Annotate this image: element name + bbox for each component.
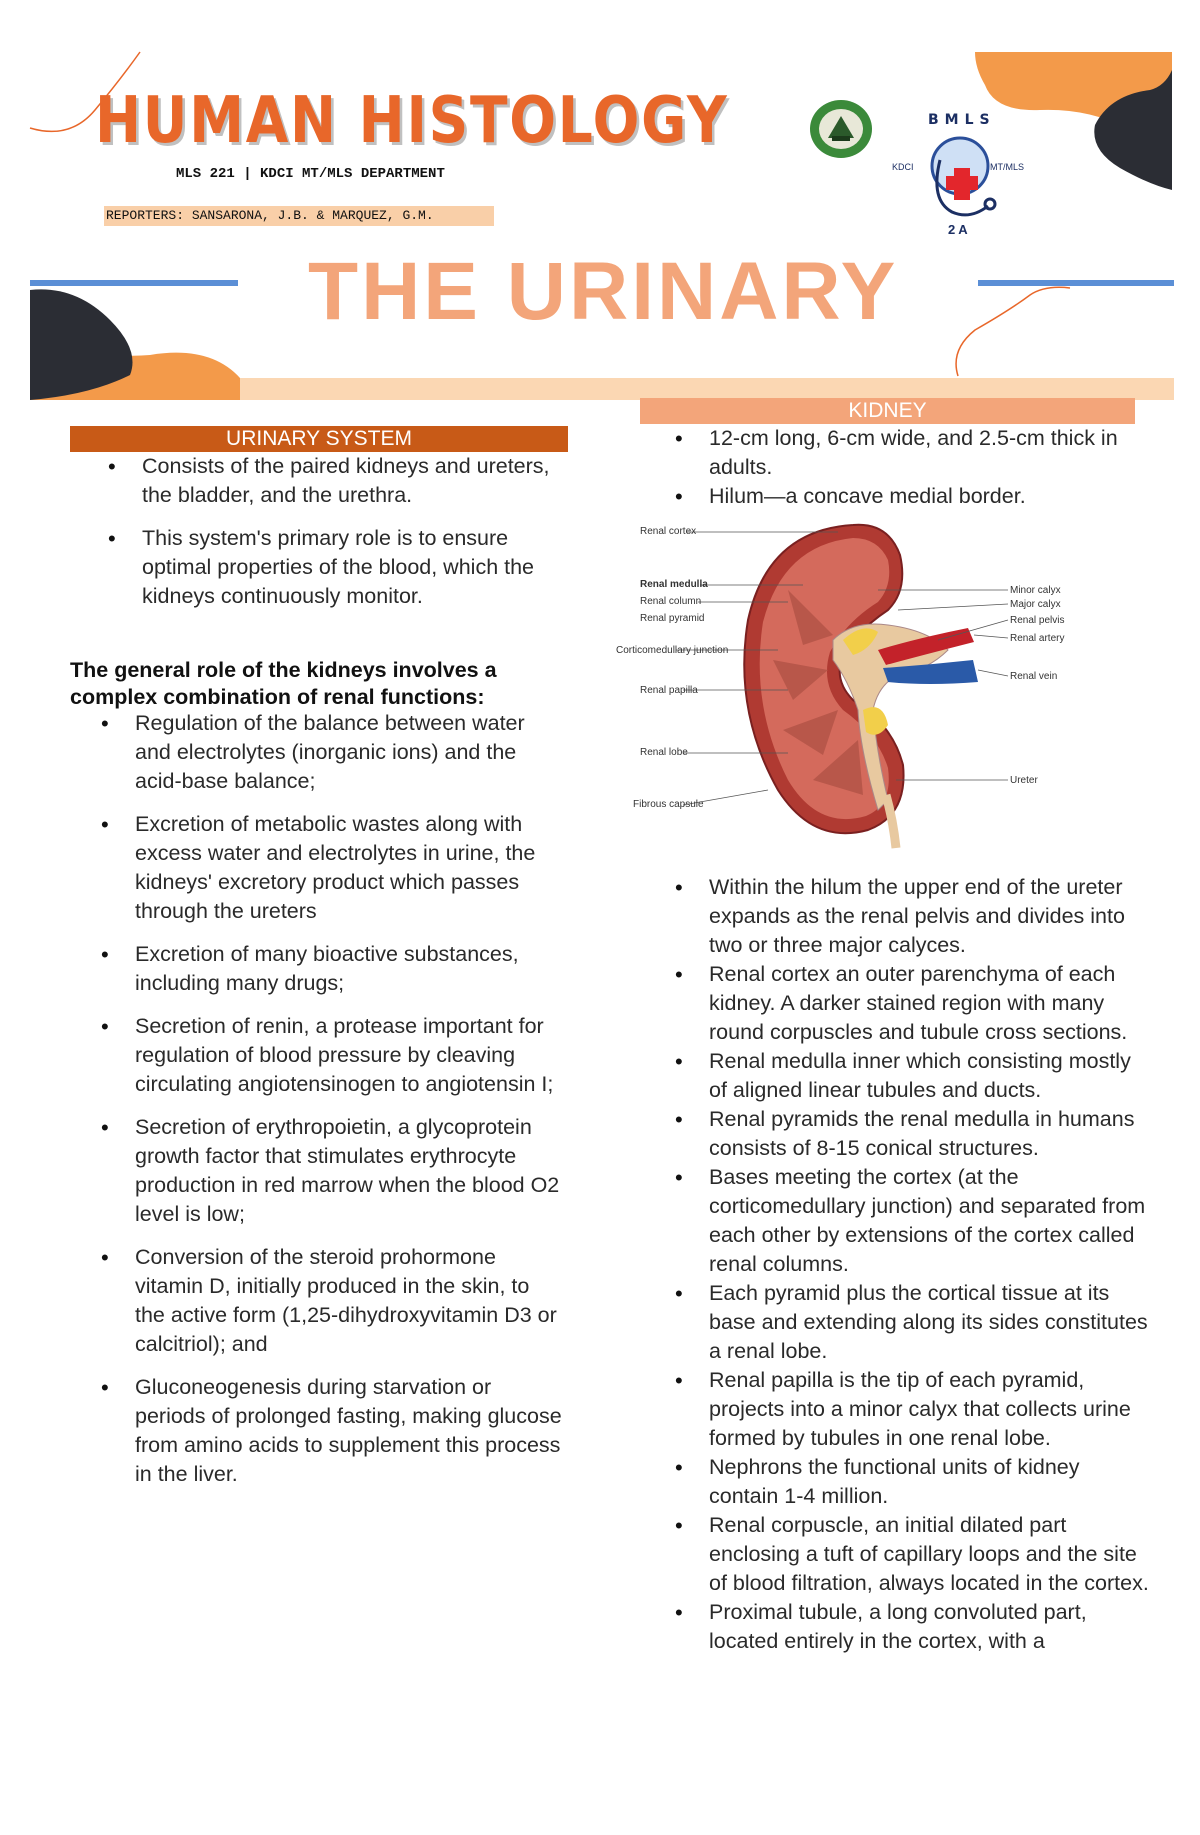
right-blue-line <box>978 280 1174 286</box>
list-item: • Nephrons the functional units of kidney contain 1-4 million. <box>709 1453 1149 1511</box>
label-renal-lobe: Renal lobe <box>640 747 688 758</box>
list-item: • 12-cm long, 6-cm wide, and 2.5-cm thick in adults. <box>709 424 1149 482</box>
list-item: • Renal pyramids the renal medulla in humans consists of 8-15 conical structures. <box>709 1105 1149 1163</box>
school-seal-logo <box>808 98 874 160</box>
kidney-diagram <box>616 510 1138 850</box>
list-item: • Renal papilla is the tip of each pyramid, projects into a minor calyx that collects urine formed by tubules in one renal lobe. <box>709 1366 1149 1453</box>
label-renal-vein: Renal vein <box>1010 671 1058 682</box>
label-fibrous-capsule: Fibrous capsule <box>633 799 704 810</box>
list-item: • Gluconeogenesis during starvation or periods of prolonged fasting, making glucose from amino acids to supplement this process in the liver. <box>135 1373 565 1489</box>
list-item: • Hilum—a concave medial border. <box>709 482 1149 511</box>
badge-right-text: MT/MLS <box>990 162 1025 172</box>
label-major-calyx: Major calyx <box>1010 599 1061 610</box>
list-item: • Renal cortex an outer parenchyma of each kidney. A darker stained region with many round corpuscles and tubule cross sections. <box>709 960 1149 1047</box>
urinary-system-list <box>142 452 562 625</box>
main-topic-title: THE URINARY <box>308 246 899 337</box>
list-item: • Within the hilum the upper end of the ureter expands as the renal pelvis and divides into two or three major calyces. <box>709 873 1149 960</box>
list-item: • Secretion of erythropoietin, a glycoprotein growth factor that stimulates erythrocyte production in red marrow when the blood O2 level is low; <box>135 1113 565 1229</box>
list-item: • Bases meeting the cortex (at the corticomedullary junction) and separated from each other by extensions of the cortex called renal columns. <box>709 1163 1149 1279</box>
badge-bottom-text: 2A <box>948 222 971 237</box>
label-minor-calyx: Minor calyx <box>1010 585 1061 596</box>
kidney-heading: KIDNEY <box>640 398 1135 424</box>
urinary-system-heading: URINARY SYSTEM <box>70 426 568 452</box>
bmls-badge <box>890 110 1025 240</box>
list-item: • Consists of the paired kidneys and ureters, the bladder, and the urethra. <box>142 452 562 510</box>
label-renal-medulla: Renal medulla <box>640 579 708 590</box>
list-item: • Conversion of the steroid prohormone vitamin D, initially produced in the skin, to the active form (1,25-dihydroxyvitamin D3 or calcitriol); and <box>135 1243 565 1359</box>
list-item: • Renal corpuscle, an initial dilated part enclosing a tuft of capillary loops and the site of blood filtration, always located in the cortex. <box>709 1511 1149 1598</box>
cream-band <box>218 378 1174 400</box>
list-item: • Excretion of metabolic wastes along with excess water and electrolytes in urine, the kidneys' excretory product which passes through the ureters <box>135 810 565 926</box>
label-renal-artery: Renal artery <box>1010 633 1065 644</box>
reporters-label: REPORTERS: SANSARONA, J.B. & MARQUEZ, G.M. <box>104 206 494 226</box>
right-swoosh <box>956 287 1070 376</box>
kidney-list-bottom <box>709 873 1149 1656</box>
label-renal-column: Renal column <box>640 596 702 607</box>
bmls-badge-graphic <box>890 110 1010 240</box>
badge-top-text: BMLS <box>928 112 996 128</box>
label-renal-cortex: Renal cortex <box>640 526 697 537</box>
list-item: • Each pyramid plus the cortical tissue at its base and extending along its sides constitutes a renal lobe. <box>709 1279 1149 1366</box>
left-blue-line <box>30 280 238 286</box>
renal-functions-heading: The general role of the kidneys involves a complex combination of renal functions: <box>70 658 497 709</box>
page-title: HUMAN HISTOLOGY <box>95 84 729 158</box>
list-item: • Proximal tubule, a long convoluted part, located entirely in the cortex, with a <box>709 1598 1149 1656</box>
list-item: • Secretion of renin, a protease important for regulation of blood pressure by cleaving circulating angiotensinogen to angiotensin I; <box>135 1012 565 1099</box>
course-subtitle: MLS 221 | KDCI MT/MLS DEPARTMENT <box>176 166 445 182</box>
list-item: • Excretion of many bioactive substances, including many drugs; <box>135 940 565 998</box>
label-corticomedullary-junction: Corticomedullary junction <box>616 645 729 656</box>
renal-functions-list <box>135 709 565 1503</box>
label-renal-pelvis: Renal pelvis <box>1010 615 1065 626</box>
list-item: • Regulation of the balance between water and electrolytes (inorganic ions) and the acid-base balance; <box>135 709 565 796</box>
list-item: • Renal medulla inner which consisting mostly of aligned linear tubules and ducts. <box>709 1047 1149 1105</box>
kidney-list-top <box>709 424 1149 511</box>
label-ureter: Ureter <box>1010 775 1038 786</box>
label-renal-papilla: Renal papilla <box>640 685 698 696</box>
badge-left-text: KDCI <box>892 162 914 172</box>
label-renal-pyramid: Renal pyramid <box>640 613 705 624</box>
list-item: • This system's primary role is to ensure optimal properties of the blood, which the kidneys continuously monitor. <box>142 524 562 611</box>
